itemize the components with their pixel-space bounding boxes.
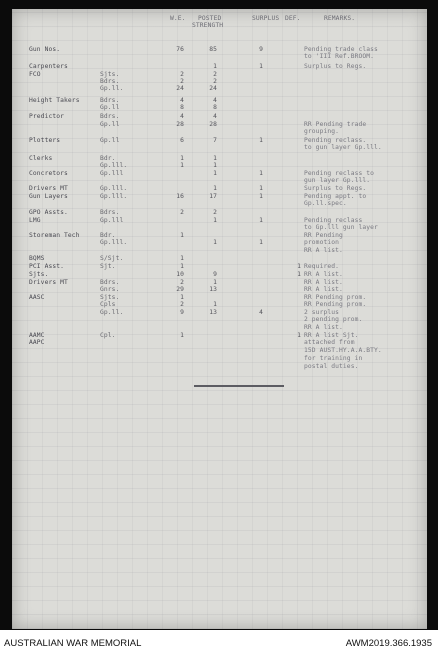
- posted-cell: 1: [213, 279, 217, 286]
- rank-cell: Gp.lll: [100, 217, 124, 224]
- trade-cell: BQMS: [29, 255, 45, 262]
- rank-cell: Bdrs.: [100, 209, 120, 216]
- rank-cell: Gp.ll: [100, 104, 120, 111]
- rank-cell: Gp.ll.: [100, 85, 124, 92]
- posted-cell: 9: [213, 271, 217, 278]
- we-cell: 1: [180, 294, 184, 301]
- posted-cell: 17: [209, 193, 217, 200]
- document-sheet: [12, 9, 427, 629]
- remarks-cell: RR A list.: [304, 324, 343, 331]
- remarks-cell: Pending reclass: [304, 217, 363, 224]
- rank-cell: Bdrs.: [100, 279, 120, 286]
- we-cell: 24: [176, 85, 184, 92]
- rank-cell: Gp.ll.: [100, 309, 124, 316]
- we-cell: 2: [180, 279, 184, 286]
- we-cell: 9: [180, 309, 184, 316]
- we-cell: 4: [180, 97, 184, 104]
- remarks-cell: 15D AUST.HY.A.A.BTY.: [304, 347, 382, 354]
- posted-cell: 2: [213, 78, 217, 85]
- remarks-cell: RR Pending trade: [304, 121, 367, 128]
- remarks-cell: to Gp.lll gun layer: [304, 224, 378, 231]
- remarks-cell: 2 pending prom.: [304, 316, 363, 323]
- remarks-cell: Required.: [304, 263, 340, 270]
- remarks-cell: grouping.: [304, 128, 340, 135]
- posted-cell: 85: [209, 46, 217, 53]
- posted-cell: 1: [213, 217, 217, 224]
- end-rule: [194, 385, 284, 387]
- surplus-cell: 1: [259, 137, 263, 144]
- we-cell: 2: [180, 209, 184, 216]
- remarks-cell: postal duties.: [304, 363, 359, 370]
- rank-cell: Cpls: [100, 301, 116, 308]
- we-cell: 1: [180, 332, 184, 339]
- trade-cell: Storeman Tech: [29, 232, 80, 239]
- posted-cell: 1: [213, 301, 217, 308]
- posted-cell: 4: [213, 97, 217, 104]
- rank-cell: Gp.ll: [100, 137, 120, 144]
- trade-cell: LMG: [29, 217, 41, 224]
- remarks-cell: RR A list.: [304, 286, 343, 293]
- trade-cell: GPO Assts.: [29, 209, 68, 216]
- remarks-cell: gun layer Gp.lll.: [304, 177, 371, 184]
- remarks-cell: Pending reclass.: [304, 137, 367, 144]
- trade-cell: Clerks: [29, 155, 53, 162]
- surplus-cell: 4: [259, 309, 263, 316]
- rank-cell: Gp.lll.: [100, 185, 128, 192]
- we-cell: 1: [180, 263, 184, 270]
- we-cell: 4: [180, 113, 184, 120]
- posted-cell: 1: [213, 170, 217, 177]
- posted-cell: 1: [213, 63, 217, 70]
- posted-cell: 2: [213, 209, 217, 216]
- we-cell: 29: [176, 286, 184, 293]
- rank-cell: Sjt.: [100, 263, 116, 270]
- header-def: DEF.: [285, 15, 301, 22]
- remarks-cell: Pending reclass to: [304, 170, 375, 177]
- trade-cell: Drivers MT: [29, 279, 68, 286]
- we-cell: 76: [176, 46, 184, 53]
- we-cell: 2: [180, 78, 184, 85]
- def-cell: 1: [297, 271, 301, 278]
- rank-cell: S/Sjt.: [100, 255, 124, 262]
- remarks-cell: Surplus to Regs.: [304, 63, 367, 70]
- we-cell: 2: [180, 301, 184, 308]
- trade-cell: Carpenters: [29, 63, 68, 70]
- header-remarks: REMARKS.: [324, 15, 356, 22]
- rank-cell: Gp.lll.: [100, 193, 128, 200]
- rank-cell: Bdrs.: [100, 97, 120, 104]
- we-cell: 1: [180, 232, 184, 239]
- remarks-cell: for training in: [304, 355, 363, 362]
- remarks-cell: Pending trade class: [304, 46, 378, 53]
- posted-cell: 4: [213, 113, 217, 120]
- rank-cell: Bdr.: [100, 232, 116, 239]
- we-cell: 1: [180, 255, 184, 262]
- remarks-cell: RR Pending: [304, 232, 343, 239]
- trade-cell: Concretors: [29, 170, 68, 177]
- posted-cell: 7: [213, 137, 217, 144]
- posted-cell: 1: [213, 162, 217, 169]
- remarks-cell: RR A list.: [304, 247, 343, 254]
- remarks-cell: RR Pending prom.: [304, 294, 367, 301]
- we-cell: 1: [180, 155, 184, 162]
- trade-cell: Predictor: [29, 113, 65, 120]
- header-posted: POSTED: [198, 15, 222, 22]
- rank-cell: Sjts.: [100, 294, 120, 301]
- we-cell: 10: [176, 271, 184, 278]
- posted-cell: 24: [209, 85, 217, 92]
- def-cell: 1: [297, 263, 301, 270]
- surplus-cell: 1: [259, 170, 263, 177]
- we-cell: 2: [180, 71, 184, 78]
- rank-cell: Gp.lll.: [100, 162, 128, 169]
- header-we: W.E.: [170, 15, 186, 22]
- def-cell: 1: [297, 332, 301, 339]
- remarks-cell: RR Pending prom.: [304, 301, 367, 308]
- surplus-cell: 1: [259, 63, 263, 70]
- remarks-cell: promotion: [304, 239, 340, 246]
- trade-cell: AAMC: [29, 332, 45, 339]
- posted-cell: 2: [213, 71, 217, 78]
- rank-cell: Gp.lll: [100, 170, 124, 177]
- surplus-cell: 1: [259, 193, 263, 200]
- surplus-cell: 9: [259, 46, 263, 53]
- rank-cell: Sjts.: [100, 71, 120, 78]
- trade-cell: Gun Nos.: [29, 46, 61, 53]
- posted-cell: 13: [209, 309, 217, 316]
- posted-cell: 28: [209, 121, 217, 128]
- remarks-cell: Gp.ll.spec.: [304, 200, 347, 207]
- remarks-cell: to gun layer Gp.lll.: [304, 144, 382, 151]
- rank-cell: Bdrs.: [100, 113, 120, 120]
- we-cell: 16: [176, 193, 184, 200]
- header-surplus: SURPLUS: [252, 15, 280, 22]
- trade-cell: AAPC: [29, 339, 45, 346]
- rank-cell: Gp.lll.: [100, 239, 128, 246]
- remarks-cell: RR A list.: [304, 279, 343, 286]
- we-cell: 1: [180, 162, 184, 169]
- rank-cell: Bdr.: [100, 155, 116, 162]
- trade-cell: FCO: [29, 71, 41, 78]
- remarks-cell: 2 surplus: [304, 309, 340, 316]
- posted-cell: 1: [213, 185, 217, 192]
- rank-cell: Cpl.: [100, 332, 116, 339]
- we-cell: 6: [180, 137, 184, 144]
- trade-cell: Drivers MT: [29, 185, 68, 192]
- header-strength: STRENGTH: [192, 22, 224, 29]
- footer-institution: AUSTRALIAN WAR MEMORIAL: [4, 638, 142, 649]
- remarks-cell: to 'III Ref.BROOM.: [304, 53, 375, 60]
- trade-cell: Gun Layers: [29, 193, 68, 200]
- surplus-cell: 1: [259, 239, 263, 246]
- footer-accession-number: AWM2019.366.1935: [345, 638, 432, 649]
- rank-cell: Gnrs.: [100, 286, 120, 293]
- trade-cell: Plotters: [29, 137, 61, 144]
- trade-cell: AASC: [29, 294, 45, 301]
- remarks-cell: Pending appt. to: [304, 193, 367, 200]
- trade-cell: Sjts.: [29, 271, 49, 278]
- posted-cell: 1: [213, 239, 217, 246]
- remarks-cell: attached from: [304, 339, 355, 346]
- surplus-cell: 1: [259, 185, 263, 192]
- trade-cell: PCI Asst.: [29, 263, 65, 270]
- we-cell: 8: [180, 104, 184, 111]
- footer-bar: [0, 630, 438, 653]
- posted-cell: 1: [213, 155, 217, 162]
- remarks-cell: RR A list.: [304, 271, 343, 278]
- remarks-cell: Surplus to Regs.: [304, 185, 367, 192]
- rank-cell: Gp.ll: [100, 121, 120, 128]
- trade-cell: Height Takers: [29, 97, 80, 104]
- we-cell: 28: [176, 121, 184, 128]
- posted-cell: 13: [209, 286, 217, 293]
- posted-cell: 8: [213, 104, 217, 111]
- rank-cell: Bdrs.: [100, 78, 120, 85]
- surplus-cell: 1: [259, 217, 263, 224]
- remarks-cell: RR A list Sjt.: [304, 332, 359, 339]
